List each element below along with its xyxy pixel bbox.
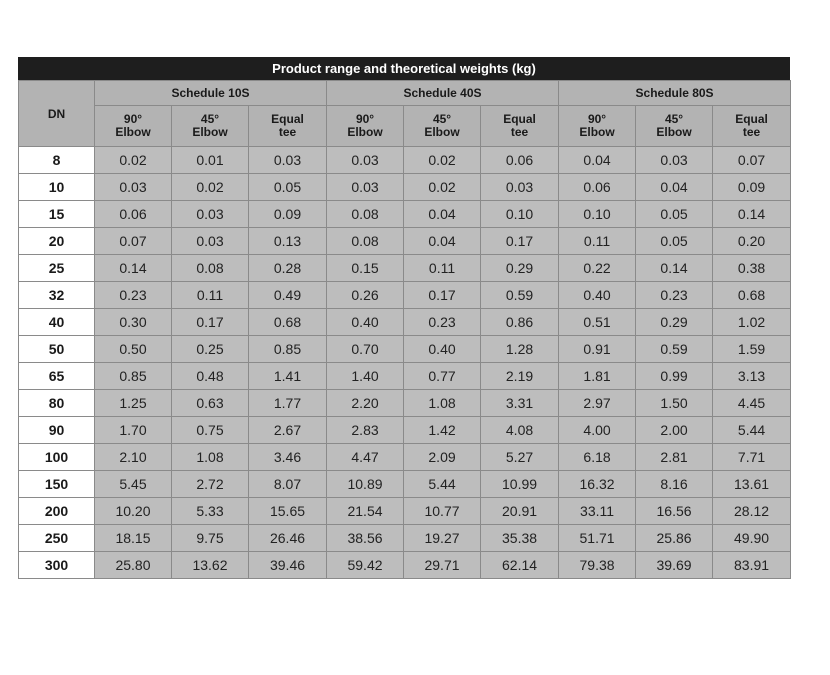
dn-cell: 8 [19,147,95,174]
dn-cell: 100 [19,444,95,471]
weight-cell: 0.25 [172,336,249,363]
weight-cell: 5.33 [172,498,249,525]
weight-cell: 25.86 [636,525,713,552]
weight-cell: 0.10 [559,201,636,228]
weight-cell: 7.71 [713,444,791,471]
weight-cell: 29.71 [404,552,481,579]
weight-cell: 2.20 [327,390,404,417]
weight-cell: 0.63 [172,390,249,417]
header-80s-90-elbow [559,106,636,147]
weight-cell: 2.10 [95,444,172,471]
weight-cell: 1.41 [249,363,327,390]
weight-cell: 0.02 [404,147,481,174]
weight-cell: 25.80 [95,552,172,579]
weight-cell: 0.86 [481,309,559,336]
weight-cell: 0.03 [95,174,172,201]
weight-cell: 15.65 [249,498,327,525]
fitting-header-row [19,106,791,147]
header-40s-90-elbow [327,106,404,147]
table-row [19,228,791,255]
weight-cell: 10.99 [481,471,559,498]
weight-cell: 0.15 [327,255,404,282]
table-row [19,201,791,228]
weight-cell: 0.29 [481,255,559,282]
header-line-1: Equal [503,112,536,126]
weight-cell: 0.85 [95,363,172,390]
weight-cell: 28.12 [713,498,791,525]
weight-cell: 0.03 [327,147,404,174]
weight-cell: 59.42 [327,552,404,579]
weight-cell: 1.08 [172,444,249,471]
weight-cell: 0.06 [95,201,172,228]
weight-cell: 0.06 [559,174,636,201]
weight-cell: 0.03 [172,228,249,255]
weight-cell: 4.08 [481,417,559,444]
weight-cell: 1.81 [559,363,636,390]
weight-cell: 2.81 [636,444,713,471]
weight-cell: 0.29 [636,309,713,336]
weight-cell: 0.68 [249,309,327,336]
table-row [19,390,791,417]
weights-table-sheet [18,57,790,579]
weights-table-body [19,147,791,579]
weight-cell: 0.30 [95,309,172,336]
table-row [19,444,791,471]
table-row [19,255,791,282]
weight-cell: 0.20 [713,228,791,255]
table-row [19,552,791,579]
weight-cell: 35.38 [481,525,559,552]
weight-cell: 2.00 [636,417,713,444]
weight-cell: 1.59 [713,336,791,363]
weight-cell: 16.56 [636,498,713,525]
header-line-2: Elbow [656,125,692,139]
weight-cell: 0.23 [95,282,172,309]
dn-cell: 80 [19,390,95,417]
table-row [19,174,791,201]
weight-cell: 1.25 [95,390,172,417]
header-line-2: tee [742,125,761,139]
weight-cell: 0.17 [481,228,559,255]
header-line-2: tee [510,125,529,139]
weight-cell: 0.09 [713,174,791,201]
weight-cell: 39.69 [636,552,713,579]
weight-cell: 13.61 [713,471,791,498]
weight-cell: 2.67 [249,417,327,444]
weight-cell: 0.23 [404,309,481,336]
header-line-1: 90° [587,112,607,126]
weight-cell: 0.38 [713,255,791,282]
weight-cell: 0.99 [636,363,713,390]
weight-cell: 0.50 [95,336,172,363]
weight-cell: 5.44 [404,471,481,498]
weight-cell: 0.48 [172,363,249,390]
weight-cell: 0.23 [636,282,713,309]
weight-cell: 10.20 [95,498,172,525]
header-80s-45-elbow [636,106,713,147]
header-10s-equal-tee [249,106,327,147]
header-line-1: 90° [123,112,143,126]
dn-cell: 90 [19,417,95,444]
weight-cell: 0.17 [404,282,481,309]
weight-cell: 0.13 [249,228,327,255]
header-line-2: tee [278,125,297,139]
weight-cell: 18.15 [95,525,172,552]
weight-cell: 0.40 [404,336,481,363]
weight-cell: 1.70 [95,417,172,444]
table-row [19,309,791,336]
weight-cell: 38.56 [327,525,404,552]
table-row [19,417,791,444]
weight-cell: 0.28 [249,255,327,282]
weight-cell: 0.08 [172,255,249,282]
weight-cell: 10.89 [327,471,404,498]
weight-cell: 21.54 [327,498,404,525]
weight-cell: 0.11 [172,282,249,309]
weight-cell: 83.91 [713,552,791,579]
weight-cell: 4.00 [559,417,636,444]
header-line-1: 45° [200,112,220,126]
dn-cell: 50 [19,336,95,363]
weight-cell: 2.09 [404,444,481,471]
weight-cell: 20.91 [481,498,559,525]
weight-cell: 26.46 [249,525,327,552]
weight-cell: 39.46 [249,552,327,579]
weight-cell: 0.14 [636,255,713,282]
header-line-1: 45° [664,112,684,126]
weight-cell: 0.04 [636,174,713,201]
dn-cell: 150 [19,471,95,498]
weight-cell: 0.07 [95,228,172,255]
weight-cell: 0.70 [327,336,404,363]
weight-cell: 3.31 [481,390,559,417]
header-40s-equal-tee [481,106,559,147]
header-line-2: Elbow [579,125,615,139]
weight-cell: 8.16 [636,471,713,498]
weight-cell: 0.09 [249,201,327,228]
weight-cell: 0.03 [481,174,559,201]
weight-cell: 0.75 [172,417,249,444]
header-line-1: 45° [432,112,452,126]
header-line-1: Equal [271,112,304,126]
weight-cell: 0.01 [172,147,249,174]
weight-cell: 5.45 [95,471,172,498]
weight-cell: 0.11 [404,255,481,282]
weight-cell: 51.71 [559,525,636,552]
weight-cell: 0.17 [172,309,249,336]
schedule-80s-header: Schedule 80S [559,81,791,106]
weight-cell: 13.62 [172,552,249,579]
weight-cell: 2.19 [481,363,559,390]
weight-cell: 0.85 [249,336,327,363]
weight-cell: 6.18 [559,444,636,471]
weight-cell: 79.38 [559,552,636,579]
weight-cell: 62.14 [481,552,559,579]
weight-cell: 0.04 [404,228,481,255]
weights-table [18,80,791,579]
weight-cell: 0.77 [404,363,481,390]
weight-cell: 0.91 [559,336,636,363]
weight-cell: 0.05 [249,174,327,201]
weight-cell: 49.90 [713,525,791,552]
weight-cell: 0.08 [327,201,404,228]
weight-cell: 0.03 [636,147,713,174]
weight-cell: 4.47 [327,444,404,471]
weight-cell: 1.02 [713,309,791,336]
schedule-header-row [19,81,791,106]
dn-cell: 20 [19,228,95,255]
schedule-10s-header: Schedule 10S [95,81,327,106]
schedule-40s-header: Schedule 40S [327,81,559,106]
weight-cell: 0.02 [95,147,172,174]
weight-cell: 0.59 [636,336,713,363]
header-40s-45-elbow [404,106,481,147]
weight-cell: 0.68 [713,282,791,309]
header-80s-equal-tee [713,106,791,147]
weight-cell: 0.59 [481,282,559,309]
weight-cell: 10.77 [404,498,481,525]
table-row [19,282,791,309]
weight-cell: 0.04 [404,201,481,228]
table-row [19,147,791,174]
dn-header: DN [19,81,95,147]
weight-cell: 0.02 [404,174,481,201]
weight-cell: 0.51 [559,309,636,336]
weight-cell: 1.08 [404,390,481,417]
weight-cell: 3.13 [713,363,791,390]
weight-cell: 0.14 [713,201,791,228]
weight-cell: 5.44 [713,417,791,444]
dn-cell: 300 [19,552,95,579]
weight-cell: 0.03 [249,147,327,174]
dn-cell: 65 [19,363,95,390]
weight-cell: 2.83 [327,417,404,444]
weight-cell: 0.11 [559,228,636,255]
weight-cell: 0.49 [249,282,327,309]
weight-cell: 1.50 [636,390,713,417]
dn-cell: 10 [19,174,95,201]
header-10s-45-elbow [172,106,249,147]
weight-cell: 0.14 [95,255,172,282]
weight-cell: 0.40 [559,282,636,309]
weight-cell: 1.77 [249,390,327,417]
weight-cell: 19.27 [404,525,481,552]
header-line-1: 90° [355,112,375,126]
header-line-2: Elbow [424,125,460,139]
table-row [19,363,791,390]
weight-cell: 0.10 [481,201,559,228]
weight-cell: 0.08 [327,228,404,255]
weight-cell: 0.26 [327,282,404,309]
table-row [19,336,791,363]
dn-cell: 15 [19,201,95,228]
weight-cell: 16.32 [559,471,636,498]
weight-cell: 0.40 [327,309,404,336]
weight-cell: 0.06 [481,147,559,174]
table-row [19,525,791,552]
weight-cell: 4.45 [713,390,791,417]
header-line-2: Elbow [192,125,228,139]
header-line-2: Elbow [115,125,151,139]
table-row [19,498,791,525]
weight-cell: 0.04 [559,147,636,174]
header-line-1: Equal [735,112,768,126]
weight-cell: 1.42 [404,417,481,444]
weight-cell: 2.97 [559,390,636,417]
weight-cell: 9.75 [172,525,249,552]
weight-cell: 5.27 [481,444,559,471]
weight-cell: 0.02 [172,174,249,201]
table-title: Product range and theoretical weights (kg) [18,57,790,80]
weight-cell: 0.05 [636,201,713,228]
dn-cell: 250 [19,525,95,552]
weight-cell: 0.03 [327,174,404,201]
header-line-2: Elbow [347,125,383,139]
weight-cell: 0.07 [713,147,791,174]
weight-cell: 33.11 [559,498,636,525]
weight-cell: 0.22 [559,255,636,282]
dn-cell: 40 [19,309,95,336]
dn-cell: 200 [19,498,95,525]
weight-cell: 3.46 [249,444,327,471]
table-row [19,471,791,498]
weight-cell: 1.28 [481,336,559,363]
weight-cell: 0.03 [172,201,249,228]
weight-cell: 8.07 [249,471,327,498]
weight-cell: 0.05 [636,228,713,255]
weight-cell: 1.40 [327,363,404,390]
weight-cell: 2.72 [172,471,249,498]
header-10s-90-elbow [95,106,172,147]
dn-cell: 32 [19,282,95,309]
dn-cell: 25 [19,255,95,282]
